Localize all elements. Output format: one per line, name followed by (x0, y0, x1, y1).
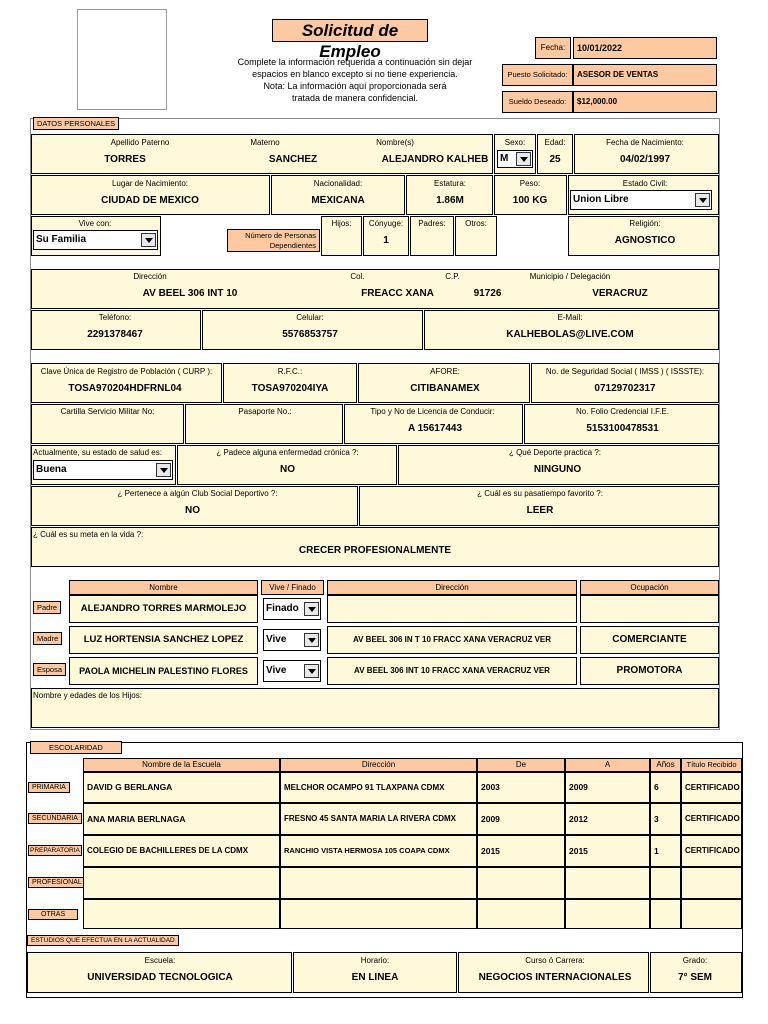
email-label: E-Mail: (557, 313, 583, 322)
school-level-primaria: PRIMARIA (28, 782, 70, 793)
escuela-value[interactable]: UNIVERSIDAD TECNOLOGICA (87, 972, 233, 983)
pasatiempo-label: ¿ Cuál es su pasatiempo favorito ?: (477, 489, 603, 498)
nss-label: No. de Seguridad Social ( IMSS ) ( ISSSTE): (545, 367, 705, 376)
club-label: ¿ Pertenece a algún Club Social Deportivo ?: (117, 489, 278, 498)
horario-value[interactable]: EN LINEA (351, 972, 399, 983)
school-nombre[interactable]: DAVID G BERLANGA (83, 772, 280, 803)
family-header-direccion: Dirección (327, 580, 577, 595)
municipio-label: Municipio / Delegación (529, 272, 611, 281)
school-anos[interactable] (650, 867, 681, 899)
section-tag-datos-personales: DATOS PERSONALES (33, 117, 119, 130)
deporte-label: ¿ Qué Deporte practica ?: (508, 448, 602, 457)
family-header-vive: Vive / Finado (261, 580, 324, 595)
salud-label: Actualmente, su estado de salud es: (33, 448, 162, 457)
family-header-nombre: Nombre (69, 580, 258, 595)
school-nombre[interactable] (83, 867, 280, 899)
lugar-value[interactable]: CIUDAD DE MEXICO (101, 195, 199, 206)
school-de[interactable] (477, 899, 565, 929)
fecha-field[interactable]: 10/01/2022 (573, 37, 717, 59)
salud-value: Buena (36, 464, 67, 475)
otros-label: Otros: (465, 219, 487, 228)
family-ocupacion-madre[interactable] (580, 626, 719, 654)
school-level-preparatoria: PREPARATORIA (30, 847, 80, 854)
sexo-label: Sexo: (504, 138, 526, 147)
school-titulo[interactable]: CERTIFICADO (681, 772, 742, 803)
licencia-value[interactable]: A 15617443 (407, 423, 463, 434)
page-title (272, 19, 428, 61)
curp-label: Clave Única de Registro de Población ( CURP ): (40, 367, 213, 376)
family-ocupacion-text: COMERCIANTE (612, 634, 687, 645)
section-tag-escolaridad: ESCOLARIDAD (30, 741, 122, 754)
school-direccion[interactable] (280, 867, 477, 899)
family-vive-padre[interactable] (263, 598, 321, 620)
family-direccion-text: AV BEEL 306 IN T 10 FRACC XANA VERACRUZ VER (352, 635, 552, 644)
page-title-text: Solicitud de Empleo (301, 21, 399, 61)
chevron-down-icon (141, 233, 156, 247)
school-a[interactable]: 2015 (565, 835, 650, 867)
apellido-paterno-value[interactable]: TORRES (104, 154, 146, 165)
dependientes-label (227, 229, 320, 252)
curso-label: Curso ó Carrera: (525, 956, 585, 965)
nacimiento-value[interactable]: 04/02/1997 (619, 154, 671, 165)
cartilla-label: Cartilla Servicio Militar No: (60, 407, 155, 416)
school-level-secundaria: SECUNDARIA (28, 813, 82, 824)
family-vive-text: Vive (266, 634, 287, 645)
curso-value[interactable]: NEGOCIOS INTERNACIONALES (478, 972, 632, 983)
rfc-label: R.F.C.: (277, 367, 303, 376)
school-header-a: A (565, 758, 650, 772)
school-header-nombre: Nombre de la Escuela (83, 758, 280, 772)
school-titulo[interactable] (681, 867, 742, 899)
lugar-label: Lugar de Nacimiento: (111, 179, 189, 188)
ife-label: No. Folio Credencial I.F.E. (576, 407, 669, 416)
civil-select[interactable] (570, 190, 712, 210)
school-de[interactable]: 2003 (477, 772, 565, 803)
school-de[interactable]: 2015 (477, 835, 565, 867)
family-direccion-padre[interactable] (327, 595, 577, 623)
school-de[interactable] (477, 867, 565, 899)
school-titulo[interactable]: CERTIFICADO (681, 835, 742, 867)
nss-value[interactable]: 07129702317 (594, 383, 656, 394)
chevron-down-icon (304, 633, 319, 647)
civil-label: Estado Civil: (622, 179, 668, 188)
family-nombre-text: LUZ HORTENSIA SANCHEZ LOPEZ (83, 634, 244, 645)
religion-value[interactable]: AGNOSTICO (614, 235, 676, 246)
telefono-value[interactable]: 2291378467 (87, 329, 143, 340)
school-a[interactable] (565, 867, 650, 899)
vive-label: Vive con: (78, 219, 112, 228)
direccion-label: Dirección (133, 272, 167, 281)
materno-value[interactable]: SANCHEZ (268, 154, 318, 165)
vive-value: Su Familia (36, 234, 87, 245)
horario-label: Horario: (360, 956, 390, 965)
afore-value[interactable]: CITIBANAMEX (410, 383, 480, 394)
family-nombre-esposa[interactable] (69, 657, 258, 685)
school-anos[interactable]: 6 (650, 772, 681, 803)
school-header-titulo: Título Recibido (681, 758, 742, 772)
email-value[interactable]: KALHEBOLAS@LIVE.COM (506, 329, 634, 340)
hijos-label: Hijos: (331, 219, 352, 228)
school-titulo[interactable] (681, 899, 742, 929)
sexo-select[interactable] (497, 150, 533, 168)
pasaporte-label: Pasaporte No.: (238, 407, 292, 416)
school-nombre[interactable]: COLEGIO DE BACHILLERES DE LA CDMX (83, 835, 280, 867)
instructions (210, 56, 500, 104)
nacionalidad-value[interactable]: MEXICANA (311, 195, 365, 206)
family-vive-text: Finado (266, 603, 299, 614)
family-direccion-madre[interactable] (327, 626, 577, 654)
school-a[interactable]: 2012 (565, 803, 650, 835)
municipio-value[interactable]: VERACRUZ (592, 288, 648, 299)
ife-value[interactable]: 5153100478531 (586, 423, 659, 434)
chevron-down-icon (304, 664, 319, 678)
edad-value[interactable]: 25 (549, 154, 561, 165)
school-level-otras: OTRAS (28, 909, 78, 920)
col-value[interactable]: FREACC XANA (361, 288, 434, 299)
afore-label: AFORE: (430, 367, 460, 376)
cronica-value[interactable]: NO (280, 464, 295, 475)
grado-label: Grado: (682, 956, 708, 965)
instruction-line: Complete la información requerida a continuación sin dejar (237, 57, 473, 67)
pasatiempo-value[interactable]: LEER (526, 505, 554, 516)
school-direccion[interactable]: FRESNO 45 SANTA MARIA LA RIVERA CDMX (280, 803, 477, 835)
school-direccion[interactable]: MELCHOR OCAMPO 91 TLAXPANA CDMX (280, 772, 477, 803)
estatura-value[interactable]: 1.86M (436, 195, 464, 206)
school-anos[interactable]: 1 (650, 835, 681, 867)
dependientes-label-line: Número de Personas (245, 231, 316, 240)
club-value[interactable]: NO (185, 505, 200, 516)
dependientes-label-line: Dependientes (269, 241, 316, 250)
cp-value[interactable]: 91726 (473, 288, 502, 299)
school-anos[interactable] (650, 899, 681, 929)
chevron-down-icon (304, 602, 319, 616)
school-a[interactable] (565, 899, 650, 929)
conyuge-label: Cónyuge: (368, 219, 404, 228)
padres-label: Padres: (418, 219, 446, 228)
family-ocupacion-padre[interactable] (580, 595, 719, 623)
conyuge-value[interactable]: 1 (383, 235, 389, 246)
family-nombre-text: ALEJANDRO TORRES MARMOLEJO (80, 603, 247, 614)
school-header-direccion: Dirección (280, 758, 477, 772)
school-de[interactable]: 2009 (477, 803, 565, 835)
materno-label: Materno (250, 138, 280, 147)
school-level-profesional: PROFESIONAL (28, 877, 86, 888)
curp-value[interactable]: TOSA970204HDFRNL04 (68, 383, 182, 394)
school-nombre[interactable]: ANA MARIA BERLNAGA (83, 803, 280, 835)
edad-label: Edad: (544, 138, 566, 147)
school-titulo[interactable]: CERTIFICADO (681, 803, 742, 835)
instruction-line: espacios en blanco excepto si no tiene experiencia. (252, 69, 458, 79)
family-header-ocupacion: Ocupación (580, 580, 719, 595)
instruction-line: tratada de manera confidencial. (291, 93, 419, 103)
family-nombre-text: PAOLA MICHELIN PALESTINO FLORES (79, 666, 248, 676)
sexo-value: M (500, 153, 509, 164)
nacionalidad-label: Nacionalidad: (313, 179, 363, 188)
school-direccion[interactable] (280, 899, 477, 929)
cp-label: C.P. (445, 272, 460, 281)
school-nombre[interactable] (83, 899, 280, 929)
photo-placeholder (77, 9, 167, 110)
rfc-value[interactable]: TOSA970204IYA (251, 383, 329, 394)
nacimiento-label: Fecha de Nacimiento: (606, 138, 684, 147)
chevron-down-icon (695, 193, 710, 207)
puesto-field[interactable]: ASESOR DE VENTAS (573, 64, 717, 86)
family-vive-esposa[interactable] (263, 660, 321, 682)
peso-value[interactable]: 100 KG (512, 195, 548, 206)
family-ocupacion-text: PROMOTORA (616, 665, 683, 676)
religion-label: Religión: (629, 219, 661, 228)
hijos-nombres-label: Nombre y edades de los Hijos: (33, 691, 142, 700)
meta-label: ¿ Cuál es su meta en la vida ?: (33, 530, 144, 539)
family-rel-madre: Madre (33, 632, 62, 645)
chevron-down-icon (516, 152, 531, 166)
celular-label: Celular: (296, 313, 324, 322)
family-rel-esposa: Esposa (33, 663, 66, 676)
apellido-paterno-label: Apellido Paterno (110, 138, 170, 147)
family-vive-madre[interactable] (263, 629, 321, 651)
sueldo-label: Sueldo Deseado: (502, 91, 573, 113)
section-tag-estudios-actuales: ESTUDIOS QUE EFECTUA EN LA ACTUALIDAD (27, 935, 179, 946)
school-anos[interactable]: 3 (650, 803, 681, 835)
family-nombre-padre[interactable] (69, 595, 258, 623)
fecha-label: Fecha: (535, 37, 571, 59)
cronica-label: ¿ Padece alguna enfermedad crónica ?: (216, 448, 359, 457)
family-rel-padre: Padre (33, 601, 61, 614)
family-nombre-madre[interactable] (69, 626, 258, 654)
deporte-value[interactable]: NINGUNO (533, 464, 582, 475)
civil-value: Union Libre (573, 194, 629, 205)
nombres-value[interactable]: ALEJANDRO KALHEB (381, 154, 489, 165)
school-header-anos: Años (650, 758, 681, 772)
escuela-label: Escuela: (144, 956, 176, 965)
family-vive-text: Vive (266, 665, 287, 676)
instruction-line: Nota: La información aquí proporcionada será (263, 81, 447, 91)
puesto-label: Puesto Solicitado: (502, 64, 573, 86)
school-a[interactable]: 2009 (565, 772, 650, 803)
meta-value[interactable]: CRECER PROFESIONALMENTE (298, 545, 452, 556)
school-direccion[interactable]: RANCHIO VISTA HERMOSA 105 COAPA CDMX (280, 835, 477, 867)
estatura-label: Estatura: (433, 179, 466, 188)
salud-select[interactable] (33, 460, 173, 480)
licencia-label: Tipo y No de Licencia de Conducir: (370, 407, 495, 416)
telefono-label: Teléfono: (98, 313, 132, 322)
chevron-down-icon (156, 463, 171, 477)
family-ocupacion-esposa[interactable] (580, 657, 719, 685)
family-direccion-esposa[interactable] (327, 657, 577, 685)
family-direccion-text: AV BEEL 306 INT 10 FRACC XANA VERACRUZ VER (354, 666, 550, 675)
nombres-label: Nombre(s) (376, 138, 414, 147)
vive-select[interactable] (33, 230, 158, 250)
direccion-value[interactable]: AV BEEL 306 INT 10 (142, 288, 238, 299)
sueldo-field[interactable]: $12,000.00 (573, 91, 717, 113)
col-label: Col. (350, 272, 365, 281)
celular-value[interactable]: 5576853757 (282, 329, 338, 340)
peso-label: Peso: (519, 179, 541, 188)
grado-value[interactable]: 7° SEM (677, 972, 712, 983)
school-header-de: De (477, 758, 565, 772)
